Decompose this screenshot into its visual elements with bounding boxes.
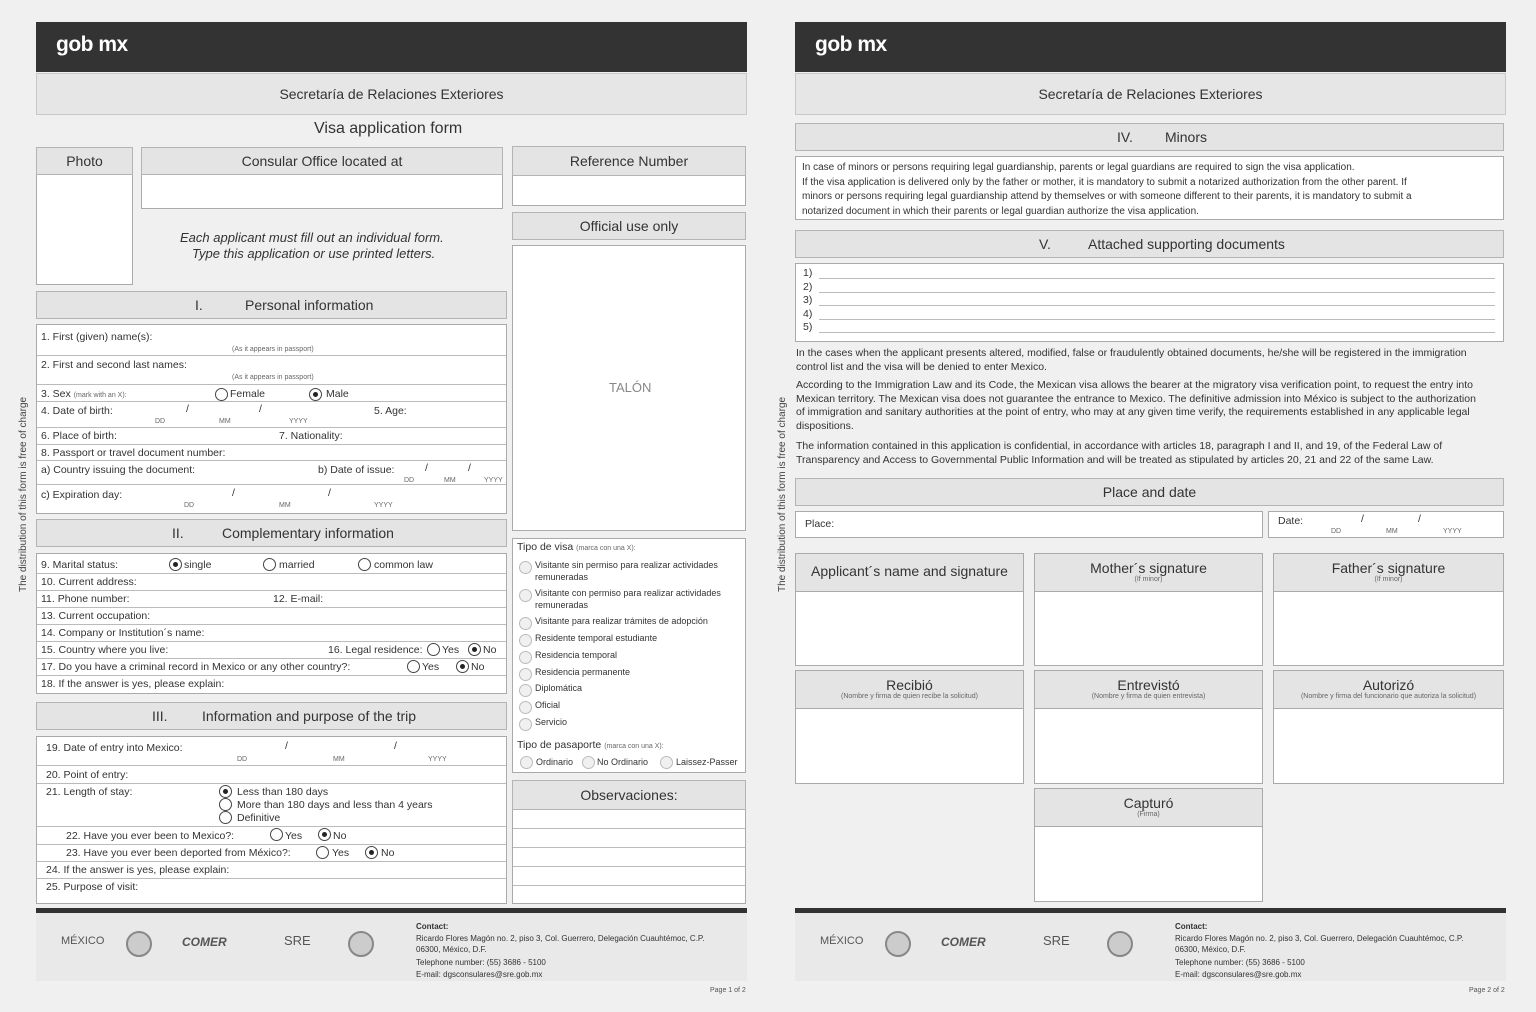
field-been-to-mexico: 22. Have you ever been to Mexico?: [66, 830, 235, 842]
passport-type-title: Tipo de pasaporte (marca con una X): [517, 739, 664, 751]
footer: MÉXICO COMER SRE Contact: Ricardo Flores Magón no. 2, piso 3, Col. Guerrero, Delegación Cuauhtémoc, C.P. 06300, México, D.F. Telephone number: (55) 3686 - 5100 E-mail: dgsconsulares@sre.gob.mx [36, 908, 747, 981]
visa-option-label: Visitante sin permiso para realizar actividades [535, 560, 718, 570]
visa-option-label: remuneradas [535, 600, 589, 610]
field-dob[interactable]: 4. Date of birth: [41, 405, 113, 417]
visa-option-label: Visitante para realizar trámites de adopción [535, 616, 708, 626]
header-bar [36, 22, 747, 72]
section-3-header: III. Information and purpose of the trip [36, 702, 507, 730]
seal-icon-4 [1107, 931, 1133, 957]
entrevisto-box[interactable]: Entrevistó (Nombre y firma de quien entrevista) [1034, 670, 1263, 784]
minors-text-line: minors or persons requiring legal guardianship attend by themselves or with someone different to their parents, it is mandatory to submit a [802, 191, 1412, 202]
visa-type-title: Tipo de visa (marca con una X): [517, 541, 636, 553]
legal-text-line: dispositions. [796, 419, 854, 432]
legal-text-line: control list and the visa will be denied to enter Mexico. [796, 360, 1047, 373]
consular-office-label: Consular Office located at [141, 147, 503, 175]
visa-option-label: remuneradas [535, 572, 589, 582]
sre-logo: SRE [284, 933, 311, 948]
first-name-hint: (As it appears in passport) [232, 346, 314, 353]
field-phone[interactable]: 11. Phone number: [41, 593, 130, 605]
radio-visa-option[interactable] [519, 668, 532, 681]
gob-mx-logo-2: gob mx [815, 33, 887, 56]
place-date-header: Place and date [795, 478, 1504, 506]
field-deported: 23. Have you ever been deported from México?: [66, 847, 291, 859]
radio-visa-option[interactable] [519, 561, 532, 574]
label-male: Male [326, 388, 349, 400]
radio-been-no[interactable] [318, 828, 331, 841]
radio-been-yes[interactable] [270, 828, 283, 841]
recibio-box[interactable]: Recibió (Nombre y firma de quien recibe la solicitud) [795, 670, 1024, 784]
mother-signature-box[interactable]: Mother´s signature (If minor) [1034, 553, 1263, 666]
visa-option-label: Residente temporal estudiante [535, 633, 658, 643]
document-line[interactable]: 4) [803, 307, 813, 320]
minors-text-line: notarized document in which their parents or legal guardian authorize the visa application. [802, 205, 1199, 217]
field-expiration[interactable]: c) Expiration day: [41, 489, 123, 501]
visa-option-label: Servicio [535, 717, 568, 727]
document-line[interactable]: 1) [803, 267, 813, 279]
radio-stay-less-180[interactable] [219, 785, 232, 798]
place-field[interactable] [795, 511, 1263, 538]
field-length-of-stay: 21. Length of stay: [46, 786, 133, 798]
radio-criminal-yes[interactable] [407, 660, 420, 673]
page-1: gob mx Secretaría de Relaciones Exteriores Visa application form Photo Consular Office located at Each applicant must fill out an individual form. Type this application or use printed letters. Reference Number Official use only TALÓN I. Personal information 1. First (given) name(s): (As it appears in passport) 2. First and second last names: (As it appears in passport) 3. Sex (mark with an X): Female Male 4. Date of birth: / / DD MM YYYY 5. Age: 6. Place of birth: 7. Nationality: 8. Passport or travel document number: a) Country issuing the document: b) Date of issue: / / DD MM YYYY c) Expiration day: / / DD MM YYYY II. Complementary information 9. Marital status: single married common law 10. Current address: 11. Phone number: 12. E-mail: 13. Current occupation: 14. Company or Institution´s name: 15. Country where you live: 16. Legal residence: Yes No 17. Do you have a criminal record in Mexico or any other country?: Yes No 18. If the answer is yes, please explain: III. Information and purpose of the trip 19. Date of entry into Mexico: / / DD MM YYYY 20. Point of entry: 21. Length of stay: Less than 180 days More than 180 days and less than 4 years Definitive 22. Have you ever been to Mexico?: Yes No 23. Have you ever been deported from México?: Yes No 24. If the answer is yes, please explain: 25. Purpose of visit: Tipo de visa (marca con una X): Visitante sin permiso para realizar actividades remuneradas Visitante con permiso para realizar actividades remuneradas Visitante para realizar trámites de adopción Residente temporal estudiante Residencia temporal Residencia permanente Diplomática Oficial Servicio Tipo de pasaporte (marca con una X): Ordinario No Ordinario Laissez-Passer Observaciones: MÉXICO COMER SRE Contact: Ricardo Flores Magón no. 2, piso 3, Col. Guerrero, Delegación Cuauhtémoc, C.P. 06300, México, D.F. Telephone number: (55) 3686 - 5100 E-mail: dgsconsulares@sre.gob.mx Page 1 of 2 [36, 22, 749, 1002]
visa-option-label: Residencia permanente [535, 667, 631, 677]
visa-option-label: Diplomática [535, 683, 583, 693]
section-2-header: II. Complementary information [36, 519, 507, 547]
sre-logo-2: SRE [1043, 933, 1070, 948]
field-criminal-explain[interactable]: 18. If the answer is yes, please explain: [41, 678, 225, 690]
gob-mx-logo: gob mx [56, 33, 128, 56]
radio-residence-yes[interactable] [427, 643, 440, 656]
official-use-label: Official use only [512, 212, 746, 240]
page-number: Page 1 of 2 [710, 987, 746, 994]
radio-pas-ordinario[interactable] [520, 756, 533, 769]
document-line[interactable]: 2) [803, 280, 813, 293]
radio-stay-180-4y[interactable] [219, 798, 232, 811]
applicant-signature-box[interactable]: Applicant´s name and signature [795, 553, 1024, 666]
radio-pas-laissez[interactable] [660, 756, 673, 769]
field-nationality[interactable]: 7. Nationality: [279, 430, 343, 442]
radio-common-law[interactable] [358, 558, 371, 571]
legal-text-line: According to the Immigration Law and its Code, the Mexican visa allows the bearer at the migratory visa verification point, to request the entry into [796, 379, 1474, 391]
seal-icon-3 [885, 931, 911, 957]
field-occupation[interactable]: 13. Current occupation: [41, 610, 151, 622]
radio-visa-option[interactable] [519, 634, 532, 647]
document-line[interactable]: 3) [803, 294, 813, 307]
minors-text-line: If the visa application is delivered only by the father or mother, it is mandatory to submit a notarized authorization from the other parent. If [802, 176, 1407, 188]
talon-label: TALÓN [609, 380, 652, 395]
reference-number-label: Reference Number [512, 146, 746, 176]
field-last-names[interactable]: 2. First and second last names: [41, 359, 187, 371]
ministry-bar: Secretaría de Relaciones Exteriores [36, 73, 747, 115]
radio-male[interactable] [309, 388, 322, 401]
radio-visa-option[interactable] [519, 701, 532, 714]
legal-text-line: Transparency and Access to Governmental Public Information and will be treated as stipulated by articles 20, 21 and 22 of the same Law. [796, 453, 1434, 466]
mexico-logo: MÉXICO [61, 935, 105, 947]
photo-label: Photo [36, 147, 133, 175]
mexico-logo-2: MÉXICO [820, 935, 864, 947]
visa-option-label: Residencia temporal [535, 650, 618, 660]
observations-label: Observaciones: [512, 780, 746, 810]
radio-residence-no[interactable] [468, 643, 481, 656]
field-entry-date[interactable]: 19. Date of entry into Mexico: [46, 742, 183, 754]
radio-single[interactable] [169, 558, 182, 571]
radio-female[interactable] [215, 388, 228, 401]
field-issuing-country[interactable]: a) Country issuing the document: [41, 464, 196, 476]
form-title: Visa application form [314, 120, 463, 137]
field-criminal-record: 17. Do you have a criminal record in Mexico or any other country?: [41, 661, 351, 673]
label-female: Female [230, 388, 266, 400]
field-marital-status: 9. Marital status: [41, 559, 119, 571]
side-note: The distribution of this form is free of charge [18, 396, 29, 592]
radio-criminal-no[interactable] [456, 660, 469, 673]
field-sex: 3. Sex (mark with an X): [41, 388, 127, 400]
section-5-header: V. Attached supporting documents [795, 230, 1504, 258]
field-point-of-entry[interactable]: 20. Point of entry: [46, 769, 129, 781]
visa-option-label: Visitante con permiso para realizar actividades [535, 588, 721, 598]
instructions-1: Each applicant must fill out an individual form. [180, 230, 444, 245]
instructions-2: Type this application or use printed letters. [192, 246, 436, 261]
documents-box [795, 263, 1504, 342]
field-email[interactable]: 12. E-mail: [273, 593, 324, 605]
section-1-number: I. [195, 297, 203, 313]
comer-logo: COMER [182, 935, 227, 949]
capturo-box[interactable]: Capturó (Firma) [1034, 788, 1263, 902]
legal-text-line: In the cases when the applicant presents altered, modified, false or fraudulently obtained documents, he/she will be registered in the immigration [796, 347, 1467, 359]
seal-icon-2 [348, 931, 374, 957]
comer-logo-2: COMER [941, 935, 986, 949]
radio-deported-no[interactable] [365, 846, 378, 859]
last-names-hint: (As it appears in passport) [232, 374, 314, 381]
footer-2: MÉXICO COMER SRE Contact: Ricardo Flores Magón no. 2, piso 3, Col. Guerrero, Delegación Cuauhtémoc, C.P. 06300, México, D.F. Telephone number: (55) 3686 - 5100 E-mail: dgsconsulares@sre.gob.mx [795, 908, 1506, 981]
section-4-header: IV. Minors [795, 123, 1504, 151]
radio-visa-option[interactable] [519, 617, 532, 630]
field-first-name[interactable]: 1. First (given) name(s): [41, 331, 153, 343]
header-bar-2 [795, 22, 1506, 72]
document-line[interactable]: 5) [803, 321, 813, 334]
field-issue-date[interactable]: b) Date of issue: [318, 464, 395, 476]
page-number-2: Page 2 of 2 [1469, 987, 1505, 994]
seal-icon [126, 931, 152, 957]
field-legal-residence: 16. Legal residence: [328, 644, 423, 656]
field-country-live[interactable]: 15. Country where you live: [41, 644, 169, 656]
legal-text-line: Mexican territory. The Mexican visa does not guarantee the entrance to Mexico. The definitive admission into México is subject to the authorization [796, 392, 1476, 405]
visa-option-label: Oficial [535, 700, 561, 710]
radio-visa-option[interactable] [519, 651, 532, 664]
radio-visa-option[interactable] [519, 589, 532, 602]
side-note-2: The distribution of this form is free of charge [777, 396, 788, 592]
field-address[interactable]: 10. Current address: [41, 576, 137, 588]
autorizo-box[interactable]: Autorizó (Nombre y firma del funcionario que autoriza la solicitud) [1273, 670, 1504, 784]
radio-visa-option[interactable] [519, 718, 532, 731]
field-age[interactable]: 5. Age: [374, 405, 407, 417]
radio-stay-definitive[interactable] [219, 811, 232, 824]
field-passport-number[interactable]: 8. Passport or travel document number: [41, 447, 226, 459]
minors-text-line: In case of minors or persons requiring legal guardianship, parents or legal guardians are required to sign the visa application. [802, 162, 1355, 173]
section-1-title: Personal information [245, 297, 374, 313]
radio-married[interactable] [263, 558, 276, 571]
radio-deported-yes[interactable] [316, 846, 329, 859]
field-place-of-birth[interactable]: 6. Place of birth: [41, 430, 117, 442]
radio-pas-no-ordinario[interactable] [582, 756, 595, 769]
section-1-header [36, 291, 507, 319]
father-signature-box[interactable]: Father´s signature (If minor) [1273, 553, 1504, 666]
legal-text-line: The information contained in this application is confidential, in accordance with articles 18, paragraph I and II, and 19, of the Federal Law of [796, 440, 1443, 452]
field-company[interactable]: 14. Company or Institution´s name: [41, 627, 205, 639]
field-deported-explain[interactable]: 24. If the answer is yes, please explain: [46, 864, 230, 876]
field-purpose[interactable]: 25. Purpose of visit: [46, 881, 139, 893]
ministry-bar-2: Secretaría de Relaciones Exteriores [795, 73, 1506, 115]
page-2: gob mx Secretaría de Relaciones Exteriores IV. Minors In case of minors or persons requiring legal guardianship, parents or legal guardians are required to sign the visa application. If the visa application is delivered only by the father or mother, it is mandatory to submit a notarized authorization from the other parent. If minors or persons requiring legal guardianship attend by themselves or with someone different to their parents, it is mandatory to submit a notarized document in which their parents or legal guardian authorize the visa application. V. Attached supporting documents 1) 2) 3) 4) 5) In the cases when the applicant presents altered, modified, false or fraudulently obtained documents, he/she will be registered in the immigration control list and the visa will be denied to enter Mexico. According to the Immigration Law and its Code, the Mexican visa allows the bearer at the migratory visa verification point, to request the entry into Mexican territory. The Mexican visa does not guarantee the entrance to Mexico. The definitive admission into México is subject to the authorization of immigration and sanitary authorities at the point of entry, who may at any given time verify, the requirements established in any applicable legal dispositions. The information contained in this application is confidential, in accordance with articles 18, paragraph I and II, and 19, of the Federal Law of Transparency and Access to Governmental Public Information and will be treated as stipulated by articles 20, 21 and 22 of the same Law. Place and date Place: Date: / / DD MM YYYY Applicant´s name and signature Mother´s signature (If minor) Father´s signature (If minor) Recibió (Nombre y firma de quien recibe la solicitud) Entrevistó (Nombre y firma de quien entrevista) Autorizó (Nombre y firma del funcionario que autoriza la solicitud) Capturó (Firma) MÉXICO COMER SRE Contact: Ricardo Flores Magón no. 2, piso 3, Col. Guerrero, Delegación Cuauhtémoc, C.P. 06300, México, D.F. Telephone number: (55) 3686 - 5100 E-mail: dgsconsulares@sre.gob.mx Page 2 of 2 [795, 22, 1508, 1002]
legal-text-line: of immigration and sanitary authorities at the point of entry, who may at any given time verify, the requirements established in any applicable legal [796, 406, 1470, 418]
radio-visa-option[interactable] [519, 684, 532, 697]
